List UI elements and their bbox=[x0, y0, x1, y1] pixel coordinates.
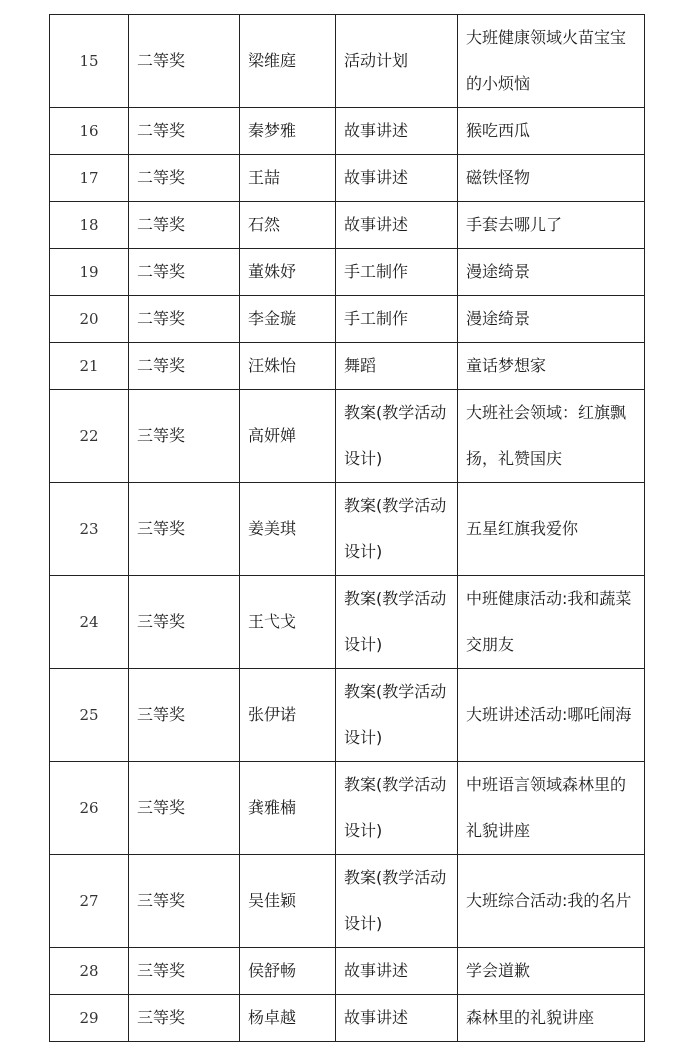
category-text: 舞蹈 bbox=[344, 356, 377, 375]
table-row bbox=[50, 155, 645, 202]
winner-name: 吴佳颖 bbox=[240, 855, 336, 948]
entry-category bbox=[336, 576, 458, 669]
row-number: 16 bbox=[50, 108, 129, 155]
title-text: 森林里的礼貌讲座 bbox=[466, 1008, 595, 1027]
title-text: 大班健康领域火苗宝宝的小烦恼 bbox=[466, 28, 627, 93]
entry-category bbox=[336, 483, 458, 576]
entry-category bbox=[336, 15, 458, 108]
winner-name: 王弋戈 bbox=[240, 576, 336, 669]
award-level: 二等奖 bbox=[129, 155, 240, 202]
entry-title bbox=[458, 202, 645, 249]
entry-title bbox=[458, 108, 645, 155]
row-number: 22 bbox=[50, 390, 129, 483]
entry-category bbox=[336, 249, 458, 296]
entry-title bbox=[458, 155, 645, 202]
award-level: 二等奖 bbox=[129, 202, 240, 249]
category-text: 手工制作 bbox=[344, 262, 409, 281]
title-text: 磁铁怪物 bbox=[466, 168, 531, 187]
award-level: 三等奖 bbox=[129, 483, 240, 576]
row-number: 21 bbox=[50, 343, 129, 390]
entry-category bbox=[336, 296, 458, 343]
row-number: 28 bbox=[50, 948, 129, 995]
winner-name: 秦梦雅 bbox=[240, 108, 336, 155]
category-text: 故事讲述 bbox=[344, 121, 409, 140]
category-text: 教案(教学活动设计) bbox=[344, 775, 447, 840]
row-number: 17 bbox=[50, 155, 129, 202]
winner-name: 梁维庭 bbox=[240, 15, 336, 108]
title-text: 五星红旗我爱你 bbox=[466, 519, 579, 538]
table-row bbox=[50, 995, 645, 1042]
award-level: 三等奖 bbox=[129, 576, 240, 669]
winner-name: 高妍婵 bbox=[240, 390, 336, 483]
table-row bbox=[50, 576, 645, 669]
category-text: 故事讲述 bbox=[344, 1008, 409, 1027]
row-number: 27 bbox=[50, 855, 129, 948]
title-text: 中班健康活动:我和蔬菜交朋友 bbox=[466, 589, 632, 654]
category-text: 活动计划 bbox=[344, 51, 409, 70]
entry-category bbox=[336, 202, 458, 249]
award-level: 三等奖 bbox=[129, 762, 240, 855]
entry-category bbox=[336, 762, 458, 855]
award-level: 二等奖 bbox=[129, 108, 240, 155]
table-row bbox=[50, 15, 645, 108]
winner-name: 董姝妤 bbox=[240, 249, 336, 296]
award-level: 三等奖 bbox=[129, 995, 240, 1042]
title-text: 中班语言领域森林里的礼貌讲座 bbox=[466, 775, 627, 840]
winner-name: 姜美琪 bbox=[240, 483, 336, 576]
title-text: 漫途绮景 bbox=[466, 262, 531, 281]
table-row bbox=[50, 202, 645, 249]
winner-name: 汪姝怡 bbox=[240, 343, 336, 390]
entry-category bbox=[336, 343, 458, 390]
category-text: 故事讲述 bbox=[344, 215, 409, 234]
entry-title bbox=[458, 855, 645, 948]
entry-title bbox=[458, 390, 645, 483]
row-number: 18 bbox=[50, 202, 129, 249]
category-text: 教案(教学活动设计) bbox=[344, 589, 447, 654]
winner-name: 王喆 bbox=[240, 155, 336, 202]
awards-table bbox=[49, 14, 645, 1042]
category-text: 故事讲述 bbox=[344, 961, 409, 980]
row-number: 26 bbox=[50, 762, 129, 855]
category-text: 教案(教学活动设计) bbox=[344, 868, 447, 933]
title-text: 猴吃西瓜 bbox=[466, 121, 531, 140]
row-number: 29 bbox=[50, 995, 129, 1042]
award-level: 二等奖 bbox=[129, 296, 240, 343]
row-number: 23 bbox=[50, 483, 129, 576]
title-text: 手套去哪儿了 bbox=[466, 215, 563, 234]
category-text: 教案(教学活动设计) bbox=[344, 682, 447, 747]
table-row bbox=[50, 483, 645, 576]
entry-title bbox=[458, 762, 645, 855]
award-level: 二等奖 bbox=[129, 15, 240, 108]
row-number: 15 bbox=[50, 15, 129, 108]
table-row bbox=[50, 390, 645, 483]
title-text: 大班综合活动:我的名片 bbox=[466, 891, 632, 910]
award-level: 二等奖 bbox=[129, 343, 240, 390]
table-row bbox=[50, 855, 645, 948]
award-level: 三等奖 bbox=[129, 855, 240, 948]
category-text: 故事讲述 bbox=[344, 168, 409, 187]
entry-title bbox=[458, 15, 645, 108]
winner-name: 杨卓越 bbox=[240, 995, 336, 1042]
title-text: 学会道歉 bbox=[466, 961, 531, 980]
entry-title bbox=[458, 948, 645, 995]
row-number: 19 bbox=[50, 249, 129, 296]
category-text: 教案(教学活动设计) bbox=[344, 403, 447, 468]
entry-category bbox=[336, 108, 458, 155]
table-row bbox=[50, 762, 645, 855]
award-level: 三等奖 bbox=[129, 669, 240, 762]
row-number: 20 bbox=[50, 296, 129, 343]
category-text: 教案(教学活动设计) bbox=[344, 496, 447, 561]
entry-category bbox=[336, 948, 458, 995]
category-text: 手工制作 bbox=[344, 309, 409, 328]
winner-name: 石然 bbox=[240, 202, 336, 249]
entry-category bbox=[336, 669, 458, 762]
table-row bbox=[50, 296, 645, 343]
entry-title bbox=[458, 483, 645, 576]
title-text: 漫途绮景 bbox=[466, 309, 531, 328]
table-row bbox=[50, 948, 645, 995]
title-text: 大班社会领域：红旗飘扬，礼赞国庆 bbox=[466, 403, 627, 468]
title-text: 大班讲述活动:哪吒闹海 bbox=[466, 705, 632, 724]
entry-title bbox=[458, 249, 645, 296]
entry-title bbox=[458, 669, 645, 762]
entry-title bbox=[458, 576, 645, 669]
entry-title bbox=[458, 995, 645, 1042]
entry-category bbox=[336, 855, 458, 948]
row-number: 24 bbox=[50, 576, 129, 669]
entry-category bbox=[336, 155, 458, 202]
winner-name: 李金璇 bbox=[240, 296, 336, 343]
entry-category bbox=[336, 995, 458, 1042]
row-number: 25 bbox=[50, 669, 129, 762]
award-level: 三等奖 bbox=[129, 390, 240, 483]
entry-title bbox=[458, 296, 645, 343]
title-text: 童话梦想家 bbox=[466, 356, 547, 375]
winner-name: 侯舒畅 bbox=[240, 948, 336, 995]
entry-title bbox=[458, 343, 645, 390]
table-row bbox=[50, 669, 645, 762]
award-level: 三等奖 bbox=[129, 948, 240, 995]
winner-name: 张伊诺 bbox=[240, 669, 336, 762]
table-row bbox=[50, 343, 645, 390]
table-row bbox=[50, 249, 645, 296]
entry-category bbox=[336, 390, 458, 483]
table-row bbox=[50, 108, 645, 155]
award-level: 二等奖 bbox=[129, 249, 240, 296]
winner-name: 龚雅楠 bbox=[240, 762, 336, 855]
